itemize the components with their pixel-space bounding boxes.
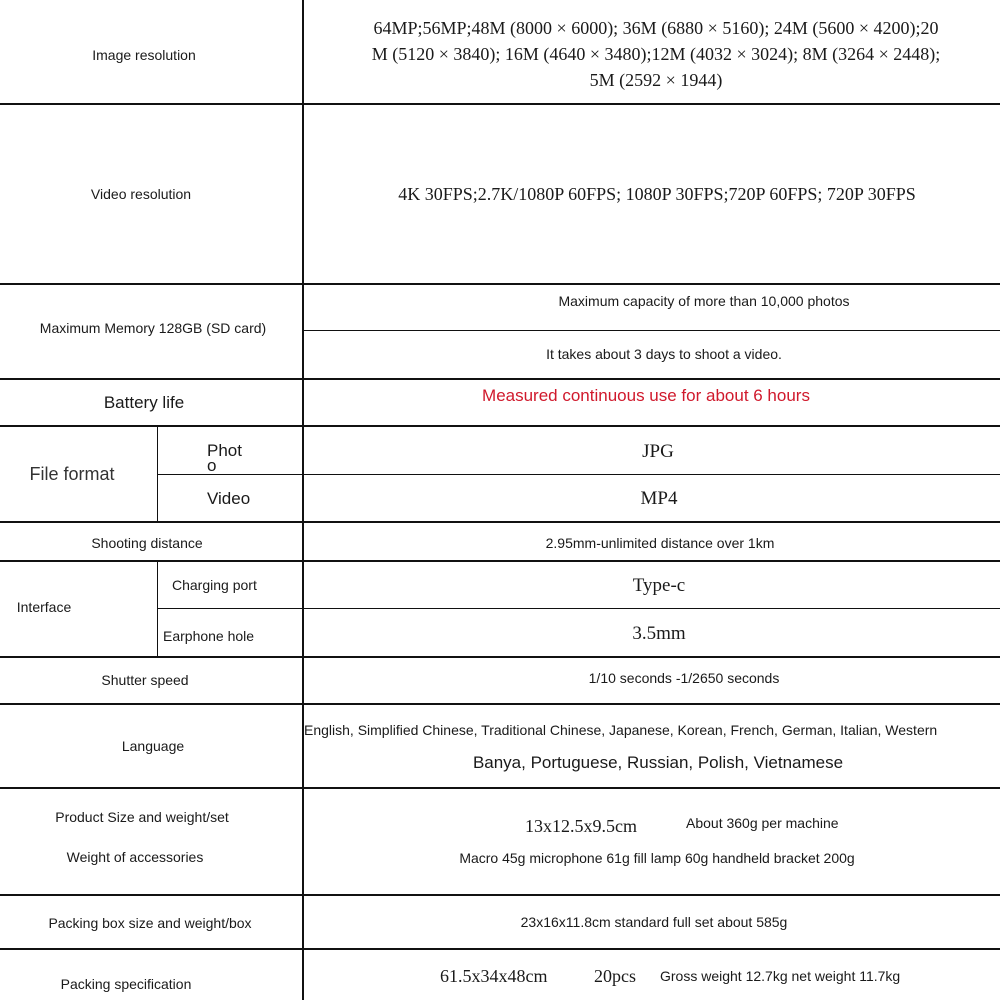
memory-video-value: It takes about 3 days to shoot a video. xyxy=(546,346,782,362)
image-resolution-line-3: 5M (2592 × 1944) xyxy=(589,70,723,90)
accessories-weight-value: Macro 45g microphone 61g fill lamp 60g handheld bracket 200g xyxy=(459,850,855,866)
row-divider xyxy=(303,330,1000,331)
column-divider xyxy=(157,426,158,522)
memory-label: Maximum Memory 128GB (SD card) xyxy=(39,320,267,336)
file-format-label: File format xyxy=(29,464,115,484)
battery-life-label: Battery life xyxy=(103,393,185,412)
row-divider xyxy=(0,703,1000,705)
language-line-1: English, Simplified Chinese, Traditional Chinese, Japanese, Korean, French, German, Italian, Western xyxy=(304,722,938,738)
packing-spec-pcs: 20pcs xyxy=(594,966,636,986)
product-size-value: 13x12.5x9.5cm xyxy=(525,816,637,836)
image-resolution-line-1: 64MP;56MP;48M (8000 × 6000); 36M (6880 × 5160); 24M (5600 × 4200);20 xyxy=(373,18,939,38)
accessories-weight-label: Weight of accessories xyxy=(66,849,204,865)
row-divider xyxy=(0,894,1000,896)
file-format-video-value: MP4 xyxy=(640,488,678,509)
row-divider xyxy=(0,425,1000,427)
file-format-video-label: Video xyxy=(207,489,251,508)
language-label: Language xyxy=(121,738,185,754)
packing-spec-weight: Gross weight 12.7kg net weight 11.7kg xyxy=(660,968,901,984)
shutter-speed-label: Shutter speed xyxy=(101,672,189,688)
row-divider xyxy=(0,521,1000,523)
earphone-hole-label: Earphone hole xyxy=(163,628,255,644)
battery-life-value: Measured continuous use for about 6 hours xyxy=(482,386,810,405)
row-divider xyxy=(0,560,1000,562)
packing-spec-size: 61.5x34x48cm xyxy=(440,966,548,986)
charging-port-label: Charging port xyxy=(172,577,257,593)
language-line-2: Banya, Portuguese, Russian, Polish, Vietnamese xyxy=(472,753,844,772)
shutter-speed-value: 1/10 seconds -1/2650 seconds xyxy=(588,670,780,686)
image-resolution-label: Image resolution xyxy=(92,47,196,63)
product-weight-value: About 360g per machine xyxy=(686,815,839,831)
row-divider xyxy=(0,283,1000,285)
column-divider xyxy=(302,0,304,1000)
row-divider xyxy=(0,378,1000,380)
video-resolution-value: 4K 30FPS;2.7K/1080P 60FPS; 1080P 30FPS;720P 60FPS; 720P 30FPS xyxy=(398,184,916,204)
column-divider xyxy=(157,561,158,657)
row-divider xyxy=(0,787,1000,789)
file-format-photo-label-wrap: o xyxy=(207,456,217,475)
interface-label: Interface xyxy=(16,599,72,615)
image-resolution-line-2: M (5120 × 3840); 16M (4640 × 3480);12M (4032 × 3024); 8M (3264 × 2448); xyxy=(371,44,941,64)
earphone-hole-value: 3.5mm xyxy=(632,623,686,644)
row-divider xyxy=(0,656,1000,658)
row-divider xyxy=(158,608,1000,609)
shooting-distance-label: Shooting distance xyxy=(91,535,203,551)
memory-photos-value: Maximum capacity of more than 10,000 photos xyxy=(558,293,850,309)
file-format-photo-value: JPG xyxy=(642,441,674,462)
video-resolution-label: Video resolution xyxy=(90,186,192,202)
charging-port-value: Type-c xyxy=(632,575,686,596)
file-format-photo-label: Phot xyxy=(207,441,242,460)
packing-box-value: 23x16x11.8cm standard full set about 585g xyxy=(520,914,788,930)
packing-box-label: Packing box size and weight/box xyxy=(48,915,252,931)
row-divider xyxy=(0,948,1000,950)
row-divider xyxy=(158,474,1000,475)
packing-spec-label: Packing specification xyxy=(60,976,192,992)
row-divider xyxy=(0,103,1000,105)
product-size-label: Product Size and weight/set xyxy=(55,809,229,825)
shooting-distance-value: 2.95mm-unlimited distance over 1km xyxy=(545,535,775,551)
